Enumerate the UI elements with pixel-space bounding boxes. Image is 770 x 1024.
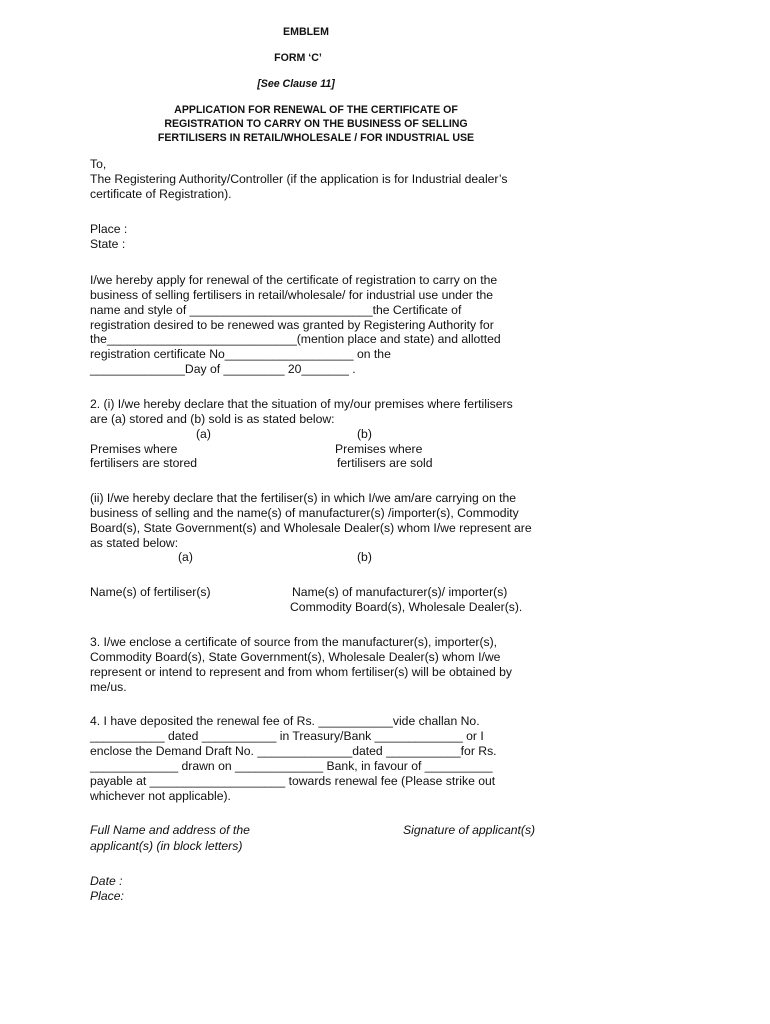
- premises-stored-label: Premises where: [90, 442, 178, 456]
- para4-line: whichever not applicable).: [90, 789, 231, 803]
- para1-line: business of selling fertilisers in retail/wholesale/ for industrial use under the: [90, 288, 494, 302]
- premises-sold-label: Premises where: [335, 442, 423, 456]
- para2ii-line: Board(s), State Government(s) and Wholesale Dealer(s) whom I/we represent are: [90, 521, 532, 535]
- para2ii-line: as stated below:: [90, 536, 179, 550]
- para3-line: me/us.: [90, 680, 127, 694]
- para4-line: payable at ____________________ towards renewal fee (Please strike out: [90, 774, 496, 788]
- manufacturer-names-label: Name(s) of manufacturer(s)/ importer(s): [292, 585, 508, 599]
- column-b-marker: (b): [357, 550, 372, 564]
- emblem-label: EMBLEM: [283, 26, 329, 38]
- signature-label: Signature of applicant(s): [403, 823, 536, 837]
- para3-line: 3. I/we enclose a certificate of source from the manufacturer(s), importer(s),: [90, 635, 498, 649]
- para3-line: represent or intend to represent and from whom fertiliser(s) will be obtained by: [90, 665, 513, 679]
- para2ii-line: business of selling and the name(s) of manufacturer(s) /importer(s), Commodity: [90, 506, 519, 520]
- para1-line: name and style of ___________________________the Certificate of: [90, 303, 462, 317]
- para1-line: registration desired to be renewed was granted by Registering Authority for: [90, 318, 494, 332]
- form-title-line-3: FERTILISERS IN RETAIL/WHOLESALE / FOR INDUSTRIAL USE: [157, 132, 475, 144]
- fertiliser-names-label: Name(s) of fertiliser(s): [90, 585, 211, 599]
- fullname-address-label: applicant(s) (in block letters): [90, 839, 243, 853]
- premises-sold-label: fertilisers are sold: [337, 456, 433, 470]
- para2-line: are (a) stored and (b) sold is as stated below:: [90, 412, 335, 426]
- para1-line: ______________Day of _________ 20_______ .: [90, 362, 356, 376]
- addressee-line: The Registering Authority/Controller (if the application is for Industrial dealer’s: [90, 172, 508, 186]
- para2ii-line: (ii) I/we hereby declare that the fertiliser(s) in which I/we am/are carrying on the: [90, 491, 517, 505]
- column-b-marker: (b): [357, 427, 372, 441]
- place-field-label: Place:: [90, 889, 124, 903]
- date-field-label: Date :: [90, 874, 123, 888]
- form-title-line-2: REGISTRATION TO CARRY ON THE BUSINESS OF SELLING: [164, 118, 468, 130]
- manufacturer-names-label: Commodity Board(s), Wholesale Dealer(s).: [290, 600, 523, 614]
- form-title-line-1: APPLICATION FOR RENEWAL OF THE CERTIFICATE OF: [174, 104, 458, 116]
- para3-line: Commodity Board(s), State Government(s), Wholesale Dealer(s) whom I/we: [90, 650, 501, 664]
- para4-line: 4. I have deposited the renewal fee of Rs. ___________vide challan No.: [90, 714, 480, 728]
- para1-line: registration certificate No___________________ on the: [90, 347, 391, 361]
- column-a-marker: (a): [196, 427, 211, 441]
- premises-stored-label: fertilisers are stored: [90, 456, 198, 470]
- place-field-label: Place :: [90, 222, 128, 236]
- para2-line: 2. (i) I/we hereby declare that the situation of my/our premises where fertilisers: [90, 397, 513, 411]
- addressee-line: To,: [90, 157, 107, 171]
- addressee-line: certificate of Registration).: [90, 187, 232, 201]
- para1-line: I/we hereby apply for renewal of the certificate of registration to carry on the: [90, 273, 498, 287]
- para4-line: _____________ drawn on _____________ Bank, in favour of __________: [90, 759, 493, 773]
- form-label: FORM ‘C’: [274, 52, 322, 64]
- para4-line: ___________ dated ___________ in Treasury/Bank _____________ or I: [90, 729, 484, 743]
- column-a-marker: (a): [178, 550, 193, 564]
- clause-reference: [See Clause 11]: [257, 78, 335, 90]
- fullname-address-label: Full Name and address of the: [90, 823, 250, 837]
- state-field-label: State :: [90, 237, 126, 251]
- para1-line: the____________________________(mention place and state) and allotted: [90, 332, 501, 346]
- para4-line: enclose the Demand Draft No. ______________dated ___________for Rs.: [90, 744, 497, 758]
